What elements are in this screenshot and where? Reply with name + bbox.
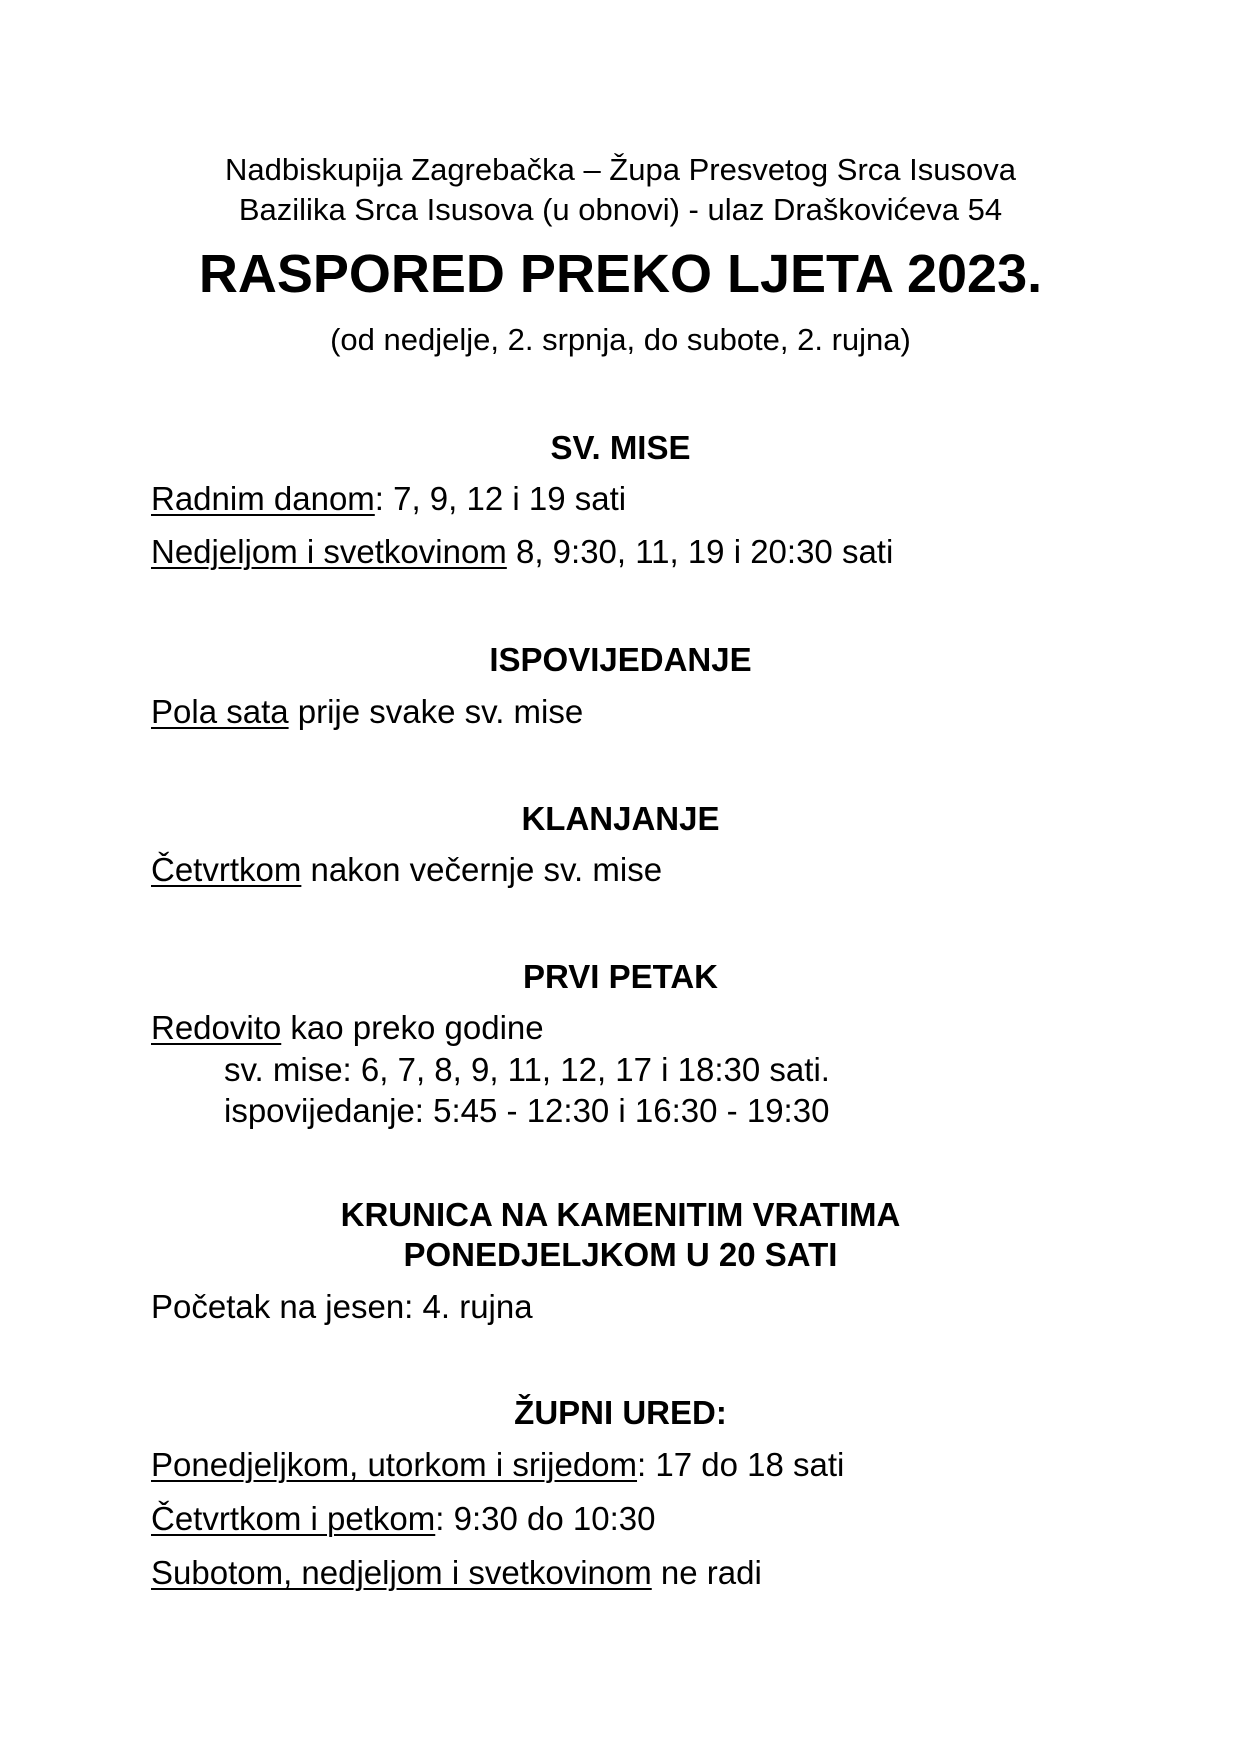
section-heading-rosary-2: PONEDJELJKOM U 20 SATI <box>403 1236 838 1273</box>
page-title: RASPORED PREKO LJETA 2023. <box>198 244 1043 304</box>
office-hours-row-3 <box>151 1554 762 1592</box>
adoration-label: Četvrtkom <box>151 851 302 888</box>
office-hours-row-1 <box>151 1446 844 1484</box>
first-friday-text: kao preko godine <box>281 1009 544 1046</box>
archdiocese-line: Nadbiskupija Zagrebačka – Župa Presvetog Srca Isusova <box>225 152 1016 187</box>
section-heading-parish-office: ŽUPNI URED: <box>514 1394 727 1431</box>
weekday-label: Radnim danom <box>151 480 375 517</box>
office-row-1-text: : 17 do 18 sati <box>637 1446 845 1483</box>
first-friday-label: Redovito <box>151 1009 282 1046</box>
office-row-3-label: Subotom, nedjeljom i svetkovinom <box>151 1554 652 1591</box>
basilica-address-line: Bazilika Srca Isusova (u obnovi) - ulaz Draškovićeva 54 <box>238 192 1003 227</box>
office-row-2-label: Četvrtkom i petkom <box>151 1500 436 1537</box>
first-friday-confession: ispovijedanje: 5:45 - 12:30 i 16:30 - 19:30 <box>224 1092 830 1129</box>
confession-line <box>151 693 583 731</box>
first-friday-line <box>151 1009 544 1047</box>
weekday-mass-line <box>151 480 626 518</box>
sunday-label: Nedjeljom i svetkovinom <box>151 533 507 570</box>
confession-label: Pola sata <box>151 693 289 730</box>
office-hours-row-2 <box>151 1500 655 1538</box>
adoration-text: nakon večernje sv. mise <box>301 851 663 888</box>
first-friday-masses: sv. mise: 6, 7, 8, 9, 11, 12, 17 i 18:30 sati. <box>224 1051 830 1088</box>
sunday-mass-line <box>151 533 893 571</box>
section-heading-adoration: KLANJANJE <box>521 800 720 837</box>
section-heading-rosary-1: KRUNICA NA KAMENITIM VRATIMA <box>340 1196 901 1233</box>
weekday-times: : 7, 9, 12 i 19 sati <box>374 480 627 517</box>
office-row-3-text: ne radi <box>651 1554 762 1591</box>
sunday-times: 8, 9:30, 11, 19 i 20:30 sati <box>506 533 894 570</box>
office-row-2-text: : 9:30 do 10:30 <box>435 1500 656 1537</box>
rosary-start-line: Početak na jesen: 4. rujna <box>151 1288 533 1325</box>
section-heading-first-friday: PRVI PETAK <box>523 958 718 995</box>
section-heading-mise: SV. MISE <box>550 429 691 466</box>
section-heading-confession: ISPOVIJEDANJE <box>489 641 752 678</box>
date-range-subtitle: (od nedjelje, 2. srpnja, do subote, 2. rujna) <box>330 322 911 357</box>
adoration-line <box>151 851 662 889</box>
office-row-1-label: Ponedjeljkom, utorkom i srijedom <box>151 1446 638 1483</box>
confession-text: prije svake sv. mise <box>288 693 584 730</box>
